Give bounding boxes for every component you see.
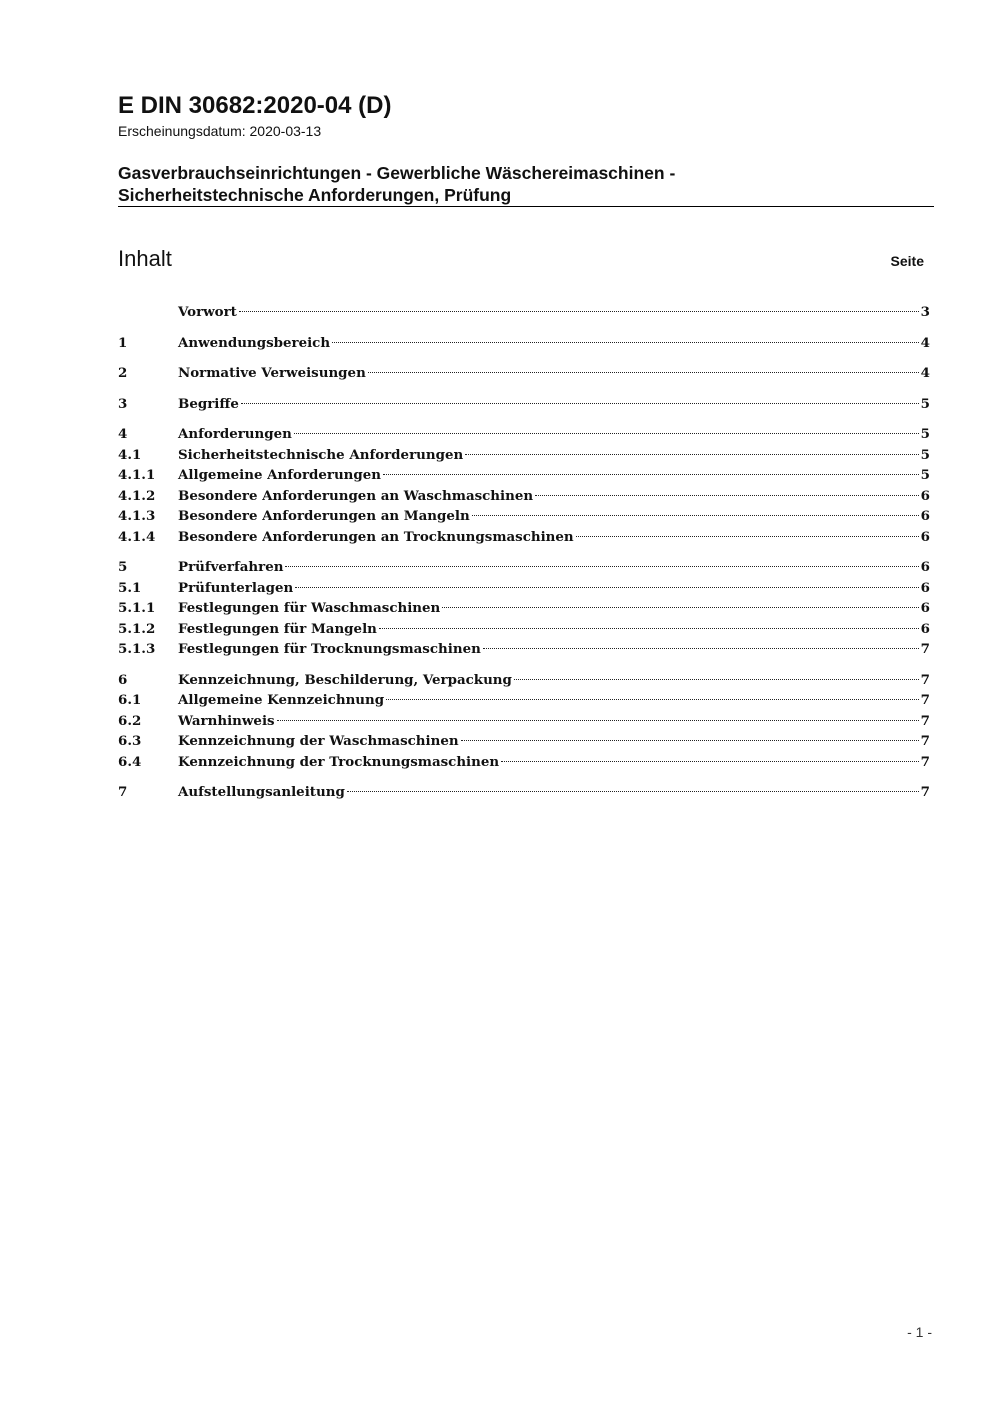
toc-entry-number: 5.1.2 (118, 620, 156, 637)
toc-entry-page: 6 (920, 487, 930, 504)
toc-entry-2[interactable] (118, 363, 930, 384)
toc-leader-dots (472, 515, 919, 516)
toc-leader-dots (277, 720, 919, 721)
toc-entry-number: 5.1.1 (118, 600, 156, 616)
toc-leader-dots (241, 403, 919, 404)
toc-entry-label: Vorwort (178, 304, 237, 320)
toc-entry-number: 5.1.3 (118, 641, 156, 657)
toc-entry-page: 7 (920, 641, 930, 657)
toc-leader-dots (295, 587, 918, 588)
toc-entry-label: Kennzeichnung der Trocknungsmaschinen (178, 753, 500, 770)
toc-entry-number: 6.1 (118, 692, 142, 708)
toc-leader-dots (442, 607, 918, 608)
toc-leader-dots (294, 433, 919, 434)
toc-entry-page: 7 (920, 692, 930, 708)
toc-entry-label: Prüfverfahren (178, 559, 284, 575)
toc-entry-number: 5 (118, 559, 128, 575)
toc-entry-page: 5 (920, 446, 930, 463)
toc-entry-page: 7 (920, 712, 930, 729)
toc-entry-label: Festlegungen für Trocknungsmaschinen (178, 641, 481, 657)
toc-entry-label: Allgemeine Kennzeichnung (178, 692, 385, 708)
toc-entry-page: 4 (920, 334, 930, 351)
toc-entry-page: 7 (920, 753, 930, 770)
toc-leader-dots (368, 372, 919, 373)
toc-entry-number: 3 (118, 395, 128, 412)
toc-leader-dots (383, 474, 919, 475)
toc-entry-page: 6 (920, 528, 930, 545)
toc-entry-number: 4.1.2 (118, 487, 156, 504)
toc-leader-dots (501, 761, 919, 762)
toc-entry-6[interactable] (118, 670, 930, 691)
table-of-contents (118, 302, 930, 803)
toc-entry-6-2[interactable] (118, 711, 930, 732)
toc-entry-label: Besondere Anforderungen an Trocknungsmaschinen (178, 528, 574, 545)
toc-entry-4-1-3[interactable] (118, 506, 930, 527)
toc-entry-label: Sicherheitstechnische Anforderungen (178, 446, 464, 463)
page-number: - 1 - (907, 1324, 932, 1340)
toc-entry-number: 6.3 (118, 733, 142, 749)
toc-leader-dots (239, 311, 919, 312)
toc-entry-7[interactable] (118, 782, 930, 803)
toc-entry-page: 7 (920, 733, 930, 749)
toc-entry-page: 6 (920, 620, 930, 637)
toc-entry-page: 7 (920, 671, 930, 688)
toc-entry-page: 5 (920, 426, 930, 442)
toc-entry-number: 5.1 (118, 579, 142, 596)
toc-leader-dots (514, 679, 919, 680)
toc-entry-label: Aufstellungsanleitung (178, 784, 345, 800)
toc-entry-label: Anforderungen (178, 426, 292, 442)
toc-leader-dots (576, 536, 919, 537)
document-title (118, 162, 934, 206)
toc-entry-page: 4 (920, 365, 930, 381)
toc-entry-number: 4.1.1 (118, 467, 156, 483)
toc-entry-page: 6 (920, 600, 930, 616)
publication-date: Erscheinungsdatum: 2020-03-13 (118, 123, 322, 139)
toc-entry-label: Allgemeine Anforderungen (178, 467, 382, 483)
document-title-line-2: Sicherheitstechnische Anforderungen, Prüfung (118, 185, 512, 205)
toc-leader-dots (465, 454, 918, 455)
toc-entry-label: Festlegungen für Waschmaschinen (178, 600, 441, 616)
toc-entry-label: Besondere Anforderungen an Mangeln (178, 508, 470, 524)
toc-entry-label: Anwendungsbereich (178, 334, 331, 351)
toc-entry-page: 5 (920, 467, 930, 483)
toc-leader-dots (386, 699, 919, 700)
toc-entry-vorwort[interactable] (118, 302, 930, 323)
toc-entry-page: 6 (920, 579, 930, 596)
toc-page-column-label: Seite (890, 253, 924, 269)
toc-entry-5-1-2[interactable] (118, 619, 930, 640)
toc-entry-page: 6 (920, 508, 930, 524)
toc-entry-5-1-3[interactable] (118, 639, 930, 660)
toc-entry-6-1[interactable] (118, 690, 930, 711)
toc-entry-1[interactable] (118, 333, 930, 354)
toc-entry-page: 3 (920, 304, 930, 320)
header-divider (118, 206, 934, 207)
toc-entry-number: 4.1.4 (118, 528, 156, 545)
toc-entry-4-1-4[interactable] (118, 527, 930, 548)
toc-entry-number: 7 (118, 784, 128, 800)
toc-entry-label: Festlegungen für Mangeln (178, 620, 377, 637)
toc-entry-5[interactable] (118, 557, 930, 578)
toc-entry-label: Kennzeichnung der Waschmaschinen (178, 733, 459, 749)
toc-entry-label: Kennzeichnung, Beschilderung, Verpackung (178, 671, 512, 688)
toc-entry-number: 2 (118, 365, 128, 381)
toc-entry-number: 6.4 (118, 753, 142, 770)
toc-entry-4-1-2[interactable] (118, 486, 930, 507)
toc-entry-page: 5 (920, 395, 930, 412)
toc-entry-4-1-1[interactable] (118, 465, 930, 486)
toc-entry-4-1[interactable] (118, 445, 930, 466)
toc-entry-5-1-1[interactable] (118, 598, 930, 619)
toc-entry-number: 4.1 (118, 446, 142, 463)
toc-entry-6-3[interactable] (118, 731, 930, 752)
document-id: E DIN 30682:2020-04 (D) (118, 92, 392, 119)
toc-leader-dots (347, 791, 919, 792)
toc-leader-dots (461, 740, 919, 741)
document-header (118, 92, 934, 206)
toc-entry-6-4[interactable] (118, 752, 930, 773)
document-title-line-1: Gasverbrauchseinrichtungen - Gewerbliche Wäschereimaschinen - (118, 163, 676, 183)
toc-leader-dots (535, 495, 919, 496)
toc-leader-dots (483, 648, 919, 649)
toc-entry-5-1[interactable] (118, 578, 930, 599)
toc-entry-label: Besondere Anforderungen an Waschmaschinen (178, 487, 534, 504)
toc-entry-number: 6 (118, 671, 128, 688)
toc-entry-label: Warnhinweis (178, 712, 275, 729)
toc-entry-number: 4 (118, 426, 128, 442)
toc-entry-label: Prüfunterlagen (178, 579, 294, 596)
toc-entry-number: 4.1.3 (118, 508, 156, 524)
toc-heading: Inhalt (118, 246, 172, 271)
toc-leader-dots (332, 342, 919, 343)
toc-entry-page: 7 (920, 784, 930, 800)
toc-entry-number: 1 (118, 334, 128, 351)
toc-leader-dots (285, 566, 918, 567)
toc-entry-page: 6 (920, 559, 930, 575)
toc-entry-number: 6.2 (118, 712, 142, 729)
toc-entry-4[interactable] (118, 424, 930, 445)
toc-entry-3[interactable] (118, 394, 930, 415)
toc-entry-label: Begriffe (178, 395, 239, 412)
toc-entry-label: Normative Verweisungen (178, 365, 366, 381)
toc-leader-dots (379, 628, 919, 629)
